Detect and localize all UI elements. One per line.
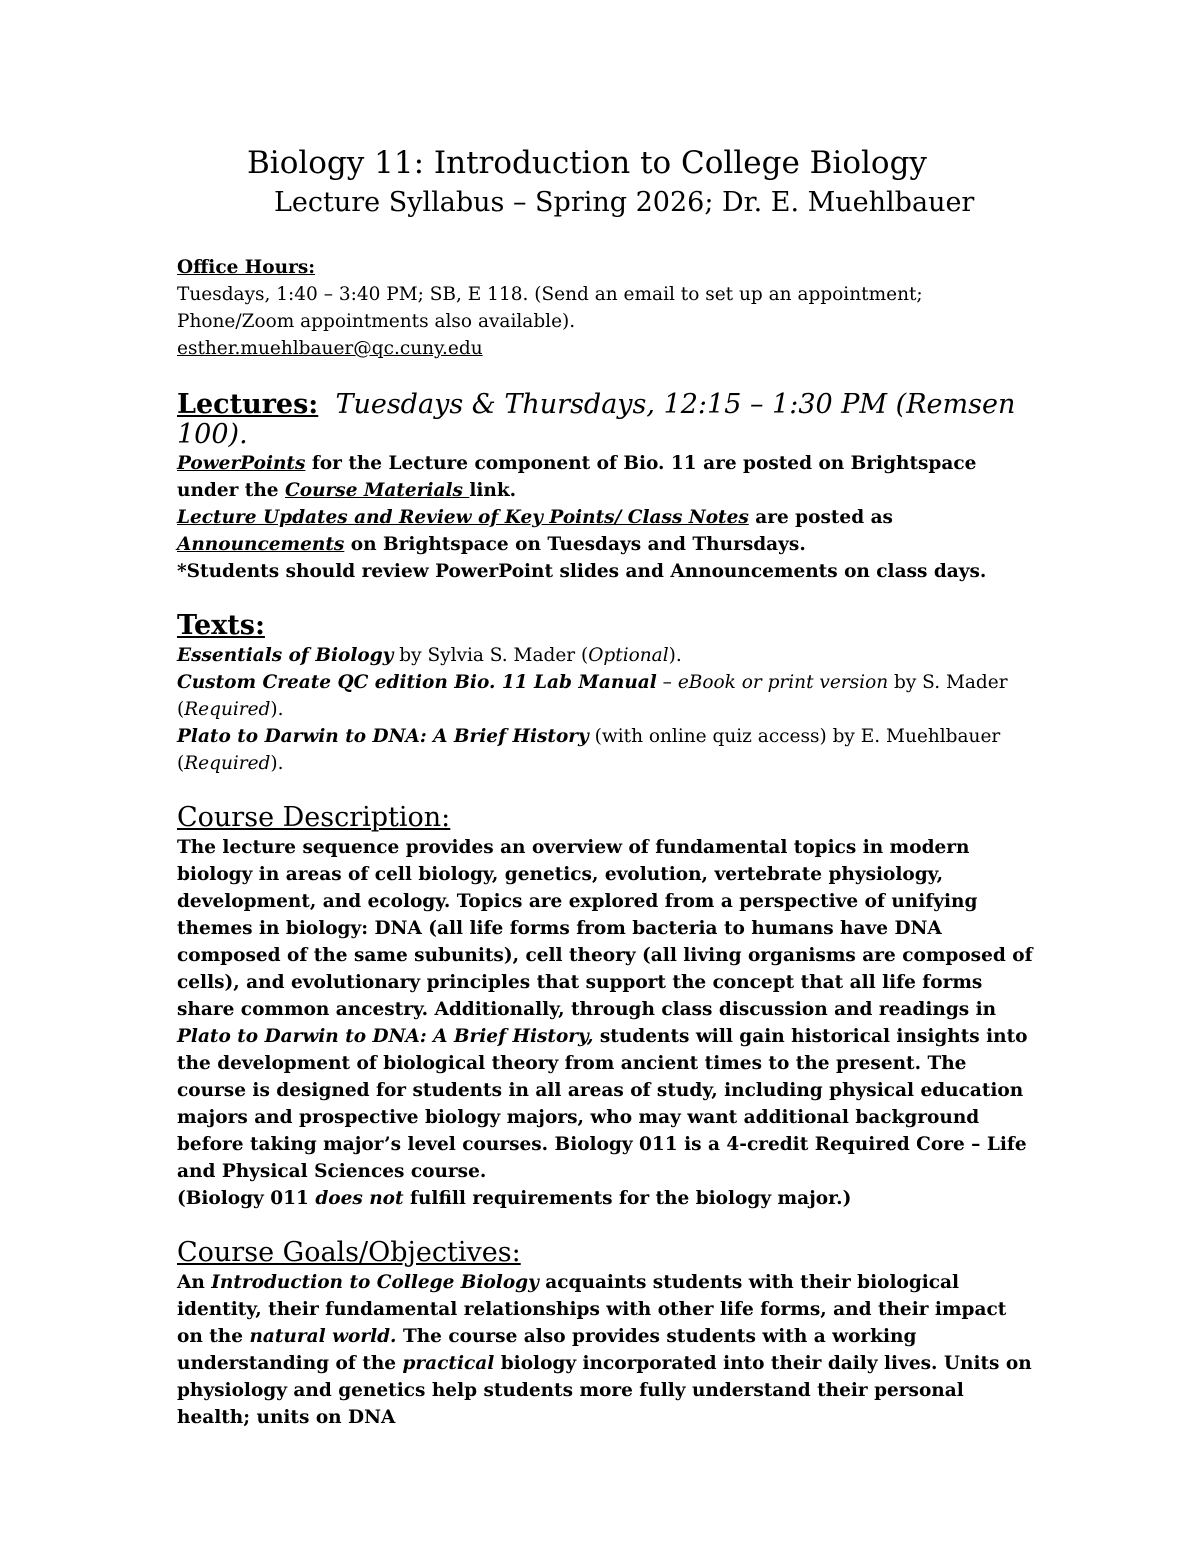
office-hours-heading: Office Hours: xyxy=(177,257,316,278)
text-item-3 xyxy=(177,723,1037,777)
lectures-section xyxy=(177,390,1037,585)
course-description-text-a: The lecture sequence provides an overview of fundamental topics in modern biology in areas of cell biology, genetics, evolution, vertebrate physiology, development, and ecology. Topics are explored from a perspective of unifying themes in biology: DNA (all life forms from bacteria to humans have DNA composed of the same subunits), cell theory (all living organisms are composed of cells), and evolutionary principles that support the concept that all life forms share common ancestry. Additionally, through class discussion and readings in xyxy=(177,837,1033,1020)
course-goals-em-3: practical xyxy=(402,1353,495,1374)
course-goals-text-a: An xyxy=(177,1272,212,1293)
text-3-requirement: Required xyxy=(184,753,271,774)
page-subtitle: Lecture Syllabus – Spring 2026; Dr. E. Muehlbauer xyxy=(274,187,975,218)
email-link[interactable]: esther.muehlbauer@qc.cuny.edu xyxy=(177,338,483,359)
course-goals-section xyxy=(177,1236,1037,1431)
course-description-heading: Course Description: xyxy=(177,802,451,833)
course-description-note-a: (Biology 011 xyxy=(177,1188,316,1209)
lectures-schedule: Tuesdays & Thursdays, 12:15 – 1:30 PM (Remsen 100). xyxy=(177,389,1016,450)
office-hours-section xyxy=(177,254,1037,362)
course-goals-text-d: biology incorporated into their daily lives. Units on physiology and genetics help students more fully understand their personal health; units on DNA xyxy=(177,1353,1032,1428)
lectures-p1-text-2: link. xyxy=(469,480,517,501)
announcements-link[interactable]: Announcements xyxy=(177,534,345,555)
text-2-dash: – xyxy=(656,672,678,693)
course-description-note xyxy=(177,1185,1037,1212)
course-goals-text-c: The course also provides students with a working understanding of the xyxy=(177,1326,917,1374)
lectures-p1-text: for the Lecture component of Bio. 11 are posted on Brightspace under the xyxy=(177,453,977,501)
lecture-updates-link[interactable]: Lecture Updates and Review of Key Points/ Class Notes xyxy=(177,507,749,528)
course-goals-heading: Course Goals/Objectives: xyxy=(177,1237,521,1268)
text-item-2 xyxy=(177,669,1037,723)
course-description-note-em: does not xyxy=(315,1188,404,1209)
lectures-p2-text: are posted as xyxy=(748,507,893,528)
course-description-book: Plato to Darwin to DNA: A Brief History, xyxy=(177,1026,594,1047)
lectures-heading-line xyxy=(177,390,1037,450)
course-description-paragraph xyxy=(177,834,1037,1185)
course-goals-em-1: Introduction to College Biology xyxy=(211,1272,539,1293)
powerpoints-link[interactable]: PowerPoints xyxy=(177,453,306,474)
course-description-note-b: fulfill requirements for the biology major.) xyxy=(403,1188,852,1209)
text-2-author: by S. Mader ( xyxy=(177,672,1008,720)
course-description-section xyxy=(177,801,1037,1212)
lectures-heading: Lectures: xyxy=(177,389,319,420)
text-3-end: ). xyxy=(270,753,284,774)
text-2-format: eBook or print version xyxy=(677,672,889,693)
syllabus-content xyxy=(177,254,1037,1431)
office-hours-line-2: Phone/Zoom appointments also available). xyxy=(177,311,576,332)
course-materials-link[interactable]: Course Materials xyxy=(285,480,470,501)
text-3-title: Plato to Darwin to DNA: A Brief History xyxy=(177,726,589,747)
text-3-author: (with online quiz access) by E. Muehlbauer ( xyxy=(177,726,1001,774)
office-hours-email-line xyxy=(177,335,1037,362)
page-title: Biology 11: Introduction to College Biology xyxy=(247,145,927,181)
text-1-title: Essentials of Biology xyxy=(177,645,394,666)
text-2-requirement: Required xyxy=(184,699,271,720)
text-1-requirement: Optional xyxy=(588,645,669,666)
office-hours-line-1: Tuesdays, 1:40 – 3:40 PM; SB, E 118. (Send an email to set up an appointment; xyxy=(177,284,923,305)
lectures-paragraph-1 xyxy=(177,450,1037,504)
text-item-1 xyxy=(177,642,1037,669)
text-1-end: ). xyxy=(668,645,682,666)
text-2-title: Custom Create QC edition Bio. 11 Lab Manual xyxy=(177,672,657,693)
course-description-text-b: students will gain historical insights into the development of biological theory from ancient times to the present. The course is designed for students in all areas of study, including physical education majors and prospective biology majors, who may want additional background before taking major’s level courses. Biology 011 is a 4-credit Required Core – Life and Physical Sciences course. xyxy=(177,1026,1028,1182)
course-goals-paragraph xyxy=(177,1269,1037,1431)
lectures-p2-text-2: on Brightspace on Tuesdays and Thursdays. xyxy=(344,534,806,555)
texts-section xyxy=(177,609,1037,777)
texts-heading: Texts: xyxy=(177,610,265,641)
text-2-end: ). xyxy=(270,699,284,720)
lectures-paragraph-3: *Students should review PowerPoint slides and Announcements on class days. xyxy=(177,561,987,582)
text-1-author: by Sylvia S. Mader ( xyxy=(393,645,589,666)
lectures-paragraph-2 xyxy=(177,504,1037,558)
course-goals-text-b: acquaints students with their biological identity, their fundamental relationships with other life forms, and their impact on the xyxy=(177,1272,1007,1347)
course-goals-em-2: natural world. xyxy=(249,1326,397,1347)
